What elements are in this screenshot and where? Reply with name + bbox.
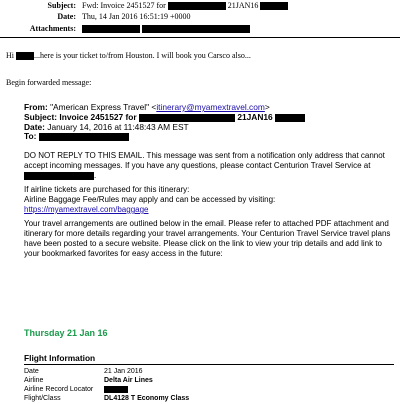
itinerary-day-heading: Thursday 21 Jan 16 (24, 328, 108, 338)
date-label: Date: (57, 12, 76, 21)
fwd-date-line: Date: January 14, 2016 at 11:48:43 AM EST (24, 122, 189, 132)
header-divider (0, 37, 400, 38)
flight-row-value: 21 Jan 2016 (104, 368, 143, 375)
arrangements-text: Your travel arrangements are outlined below in the email. Please refer to attached PDF attachment and itinerary for more details regarding your travel arrangements. Your Centurion Travel Service travel plans have been posted to a secure website. Please click on the link to view your trip details and add link to your bookmarked favorites for easy access in the future: (24, 219, 391, 258)
redaction-block (82, 25, 140, 33)
no-reply-notice: DO NOT REPLY TO THIS EMAIL. This message was sent from a notification only address that cannot accept incoming messages. If you have any questions, please contact Centurion Travel Service at . (24, 151, 385, 180)
flight-row-label: Airline Record Locator (24, 386, 94, 393)
flight-row-value: DL4128 T Economy Class (104, 395, 190, 402)
flight-row-value (104, 386, 128, 393)
redaction-block (24, 172, 94, 180)
flight-row-label: Flight/Class (24, 395, 61, 402)
baggage-link-row (24, 205, 394, 215)
fwd-from-email-link[interactable]: itinerary@myamextravel.com (156, 102, 265, 112)
flight-row-value: Delta Air Lines (104, 377, 153, 384)
flight-info-title: Flight Information (24, 353, 96, 363)
date-value: Thu, 14 Jan 2016 16:51:19 +0000 (82, 12, 191, 21)
subject-label: Subject: (47, 1, 76, 10)
flight-row-airline (24, 377, 394, 386)
baggage-line-2: Airline Baggage Fee/Rules may apply and can be accessed by visiting: (24, 195, 276, 204)
redaction-block (16, 52, 34, 60)
redaction-block (142, 25, 250, 33)
flight-info-divider (24, 364, 394, 365)
subject-value: Fwd: Invoice 2451527 for 21JAN16 (82, 1, 288, 10)
redaction-block (139, 114, 235, 122)
flight-row-label: Airline (24, 377, 44, 384)
redaction-block (104, 386, 128, 393)
redaction-block (275, 114, 305, 122)
baggage-link[interactable]: https://myamextravel.com/baggage (24, 205, 149, 214)
greeting-line: Hi ...here is your ticket to/from Houston. I will book you Carsco also... (6, 51, 251, 60)
attachments-label: Attachments: (29, 24, 76, 33)
fwd-subject-line: Subject: Invoice 2451527 for 21JAN16 (24, 112, 305, 122)
redaction-block (39, 133, 129, 141)
flight-row-locator (24, 386, 394, 395)
redaction-block (168, 2, 226, 10)
attachments-value[interactable] (82, 24, 250, 33)
forward-marker: Begin forwarded message: (6, 78, 92, 87)
fwd-to-line: To: (24, 131, 129, 141)
baggage-line-1: If airline tickets are purchased for this itinerary: (24, 185, 190, 194)
flight-row-label: Date (24, 368, 39, 375)
flight-row-date (24, 368, 394, 377)
fwd-from-line: From: "American Express Travel" <itinerary@myamextravel.com> (24, 102, 270, 112)
redaction-block (260, 2, 288, 10)
